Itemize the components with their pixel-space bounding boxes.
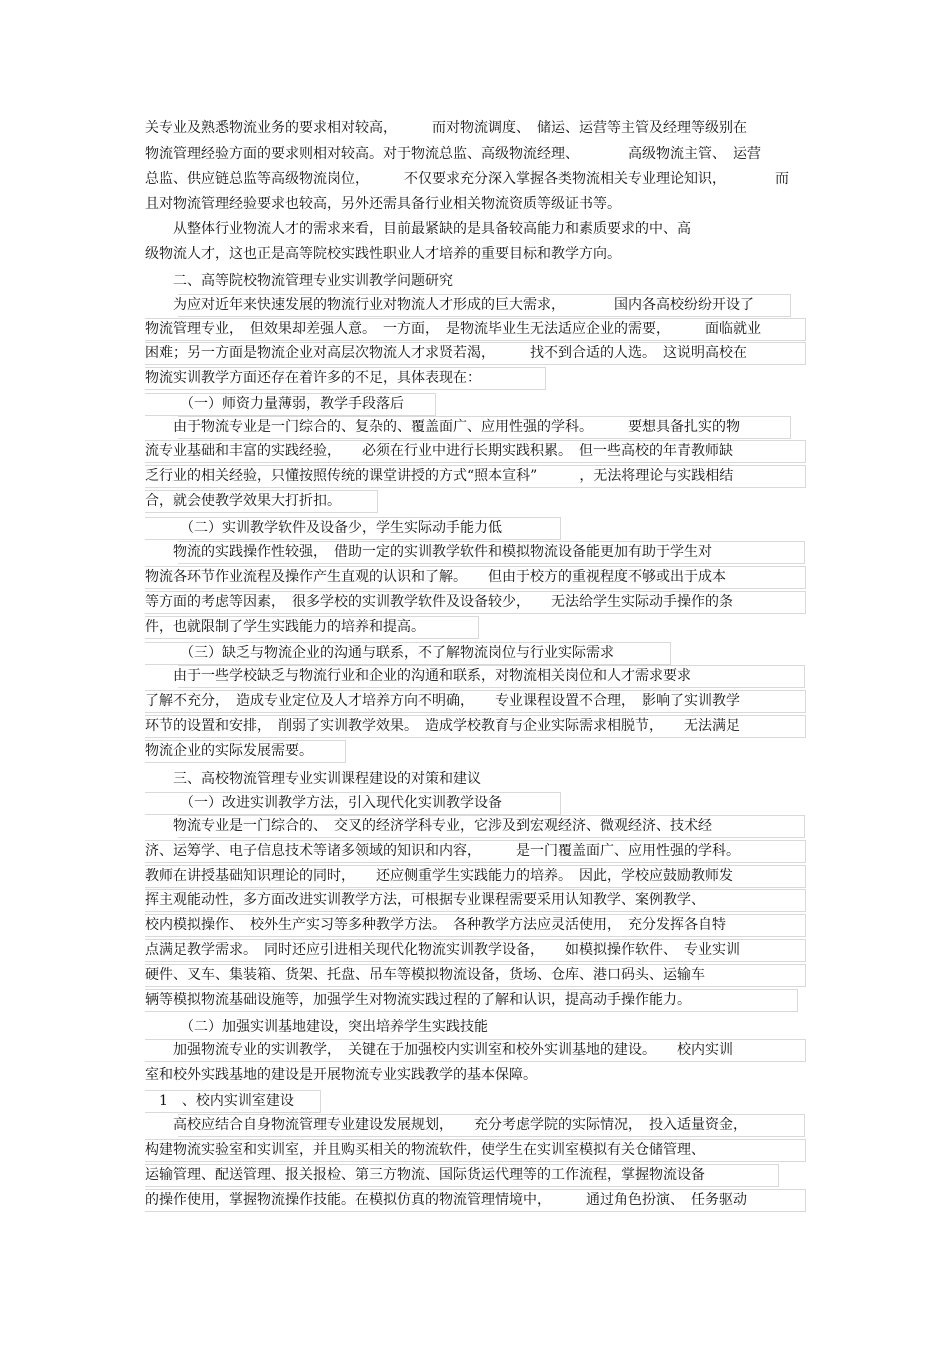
text-line: 总监、供应链总监等高级物流岗位， 不仅要求充分深入掌握各类物流相关专业理论知识， 而 — [145, 171, 789, 187]
text-line: 加强物流专业的实训教学， 关键在于加强校内实训室和校外实训基地的建设。 校内实训 — [145, 1042, 733, 1058]
text-line: 困难；另一方面是物流企业对高层次物流人才求贤若渴， 找不到合适的人选。 这说明高校在 — [145, 345, 747, 361]
text-line: 室和校外实践基地的建设是开展物流专业实践教学的基本保障。 — [145, 1067, 537, 1083]
text-line: 了解不充分， 造成专业定位及人才培养方向不明确， 专业课程设置不合理， 影响了实训教学 — [145, 693, 740, 709]
text-line: 构建物流实验室和实训室，并且购买相关的物流软件，使学生在实训室模拟有关仓储管理、 — [145, 1142, 705, 1158]
text-line: 为应对近年来快速发展的物流行业对物流人才形成的巨大需求， 国内各高校纷纷开设了 — [145, 297, 754, 313]
text-line: 环节的设置和安排， 削弱了实训教学效果。 造成学校教育与企业实际需求相脱节， 无法满足 — [145, 718, 740, 734]
text-line: 乏行业的相关经验，只懂按照传统的课堂讲授的方式“照本宣科” ，无法将理论与实践相结 — [145, 468, 734, 484]
text-line: 点满足教学需求。 同时还应引进相关现代化物流实训教学设备， 如模拟操作软件、 专业实训 — [145, 942, 740, 958]
text-line: 物流的实践操作性较强， 借助一定的实训教学软件和模拟物流设备能更加有助于学生对 — [145, 544, 712, 560]
section-heading: 二、高等院校物流管理专业实训教学问题研究 — [145, 273, 453, 289]
text-line: 的操作使用，掌握物流操作技能。在模拟仿真的物流管理情境中， 通过角色扮演、 任务驱动 — [145, 1192, 747, 1208]
text-line: 校内模拟操作、 校外生产实习等多种教学方法。 各种教学方法应灵活使用， 充分发挥各自特 — [145, 917, 726, 933]
text-line: 从整体行业物流人才的需求来看，目前最紧缺的是具备较高能力和素质要求的中、高 — [145, 221, 691, 237]
subsection-heading: （二）实训教学软件及设备少，学生实际动手能力低 — [145, 520, 502, 536]
text-line: 物流管理专业， 但效果却差强人意。 一方面， 是物流毕业生无法适应企业的需要， 面临就业 — [145, 321, 761, 337]
text-line: 由于一些学校缺乏与物流行业和企业的沟通和联系，对物流相关岗位和人才需求要求 — [145, 668, 691, 684]
text-line: 物流管理经验方面的要求则相对较高。对于物流总监、高级物流经理、 高级物流主管、 运营 — [145, 146, 761, 162]
text-line: 济、运筹学、电子信息技术等诸多领域的知识和内容， 是一门覆盖面广、应用性强的学科。 — [145, 843, 740, 859]
subsection-heading: （一）师资力量薄弱，教学手段落后 — [145, 396, 404, 412]
subsection-heading: 1 、校内实训室建设 — [145, 1093, 294, 1109]
text-line: 运输管理、配送管理、报关报检、第三方物流、国际货运代理等的工作流程，掌握物流设备 — [145, 1167, 705, 1183]
text-line: 且对物流管理经验要求也较高，另外还需具备行业相关物流资质等级证书等。 — [145, 196, 621, 212]
text-line: 高校应结合自身物流管理专业建设发展规划， 充分考虑学院的实际情况， 投入适量资金， — [145, 1117, 747, 1133]
text-line: 物流实训教学方面还存在着许多的不足，具体表现在： — [145, 370, 481, 386]
text-line: 挥主观能动性，多方面改进实训教学方法，可根据专业课程需要采用认知教学、案例教学、 — [145, 892, 705, 908]
text-line: 级物流人才，这也正是高等院校实践性职业人才培养的重要目标和教学方向。 — [145, 246, 621, 262]
text-line: 辆等模拟物流基础设施等，加强学生对物流实践过程的了解和认识，提高动手操作能力。 — [145, 992, 691, 1008]
section-heading: 三、高校物流管理专业实训课程建设的对策和建议 — [145, 771, 481, 787]
text-line: 件，也就限制了学生实践能力的培养和提高。 — [145, 619, 425, 635]
text-line: 关专业及熟悉物流业务的要求相对较高， 而对物流调度、 储运、运营等主管及经理等级别在 — [145, 120, 747, 136]
text-line: 硬件、叉车、集装箱、货架、托盘、吊车等模拟物流设备，货场、仓库、港口码头、运输车 — [145, 967, 705, 983]
text-line: 流专业基础和丰富的实践经验， 必须在行业中进行长期实践积累。 但一些高校的年青教师缺 — [145, 443, 733, 459]
text-line: 合，就会使教学效果大打折扣。 — [145, 493, 341, 509]
text-line: 物流专业是一门综合的、 交叉的经济学科专业，它涉及到宏观经济、微观经济、技术经 — [145, 818, 712, 834]
text-line: 等方面的考虑等因素， 很多学校的实训教学软件及设备较少， 无法给学生实际动手操作的条 — [145, 594, 733, 610]
text-line: 物流企业的实际发展需要。 — [145, 743, 313, 759]
subsection-heading: （三）缺乏与物流企业的沟通与联系，不了解物流岗位与行业实际需求 — [145, 645, 614, 661]
text-line: 由于物流专业是一门综合的、复杂的、覆盖面广、应用性强的学科。 要想具备扎实的物 — [145, 419, 740, 435]
text-line: 物流各环节作业流程及操作产生直观的认识和了解。 但由于校方的重视程度不够或出于成本 — [145, 569, 726, 585]
subsection-heading: （一）改进实训教学方法，引入现代化实训教学设备 — [145, 795, 502, 811]
text-line: 教师在讲授基础知识理论的同时， 还应侧重学生实践能力的培养。 因此，学校应鼓励教师发 — [145, 868, 733, 884]
subsection-heading: （二）加强实训基地建设，突出培养学生实践技能 — [145, 1019, 488, 1035]
